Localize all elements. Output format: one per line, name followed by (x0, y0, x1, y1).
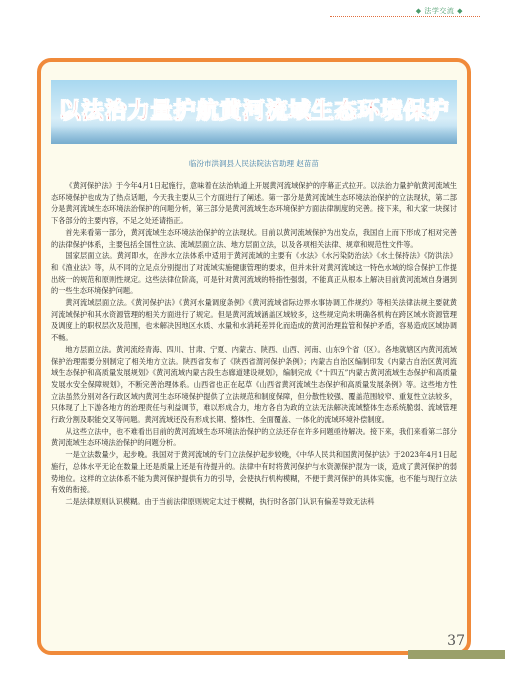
article-body (51, 180, 457, 508)
article-title: 以法治力量护航黄河流域生态环境保护 (58, 99, 450, 124)
article-frame (37, 58, 471, 655)
section-tag: ◆ 法学交流 ◆ (415, 7, 463, 15)
paragraph: 一是立法数量少，起步晚。我国对于黄河流域的专门立法保护起步较晚，《中华人民共和国黄河保护法》于2023年4月1日起施行，总体水平无论在数量上还是质量上还是有待提升的。法律中有时将黄河保护与水资源保护混为一谈，造成了黄河保护的弱势地位。这样的立法体系不能为黄河保护提供有力的引导，会使执行机构模糊，不便于黄河保护的具体实施，也不能与现行立法有效的衔接。 (51, 450, 457, 495)
header-divider (330, 16, 480, 18)
paragraph: 二是法律原则认识模糊。由于当前法律原则规定太过于模糊，执行时各部门认识有偏差导致无法科 (65, 496, 375, 506)
article-author: 临汾市洪洞县人民法院法官助理 赵苗苗 (189, 159, 319, 168)
paragraph: 从这些立法中，也不难看出目前的黄河流域生态环境法治保护的立法还存在许多问题亟待解决。接下来，我们来看第二部分黄河流域生态环境法治保护的问题分析。 (51, 426, 457, 448)
paragraph: 国家层面立法。黄河即水，在涉水立法体系中适用于黄河流域的主要有《水法》《水污染防治法》《水土保持法》《防洪法》和《渔业法》等，从不同的立足点分别提出了对流域实施健康管理的要求，但并未针对黄河流域这一特色水域的综合保护工作提出统一的规范和原则性规定。这些法律位阶高，可是针对黄河流域的特指性强弱，不能真正从根本上解决目前黄河流域自身遇到的一些生态环境保护问题。 (51, 251, 457, 296)
paragraph: 首先来看第一部分，黄河流域生态环境法治保护的立法现状。目前以黄河流域保护为出发点，我国自上而下形成了相对完善的法律保护体系，主要包括全国性立法、流域层面立法、地方层面立法，以及各项相关法律、规章和规范性文件等。 (51, 227, 457, 249)
paragraph: 黄河流域层面立法。《黄河保护法》《黄河水量调度条例》《黄河流域省际边界水事协调工作规约》等相关法律法规主要就黄河流域保护和其水资源管理的相关方面进行了规定。但是黄河流域涵盖区域较多，这些规定尚未明确各机构在跨区域水资源管理及调度上的职权层次及范围，也未解决因地区水质、水量和水消耗差异化而造成的黄河治理监管和保护矛盾，容易造成区域协调不畅。 (51, 298, 457, 343)
paragraph: 地方层面立法。黄河流经青海、四川、甘肃、宁夏、内蒙古、陕西、山西、河南、山东9个省（区）。各地就辖区内黄河流域保护治理需要分别制定了相关地方立法。陕西省发布了《陕西省渭河保护条例》；内蒙古自治区编制印发《内蒙古自治区黄河流域生态保护和高质量发展规划》《黄河流域内蒙古段生态廊道建设规划》，编制完成《“十四五”内蒙古黄河流域生态保护和高质量发展水安全保障规划》，不断完善治理体系。山西省也正在起草《山西省黄河流域生态保护和高质量发展条例》等。这些地方性立法虽然分别对各行政区域内黄河生态环境保护提供了立法规范和制度保障，但分散性较强、覆盖范围较窄、重复性立法较多，只体现了上下游各地方的治理责任与利益调节，难以形成合力，地方各自为政的立法无法解决流域整体生态系统脆弱、流域管理行政分割及职能交叉等问题。黄河流域还没有形成长期、整体性、全面覆盖、一体化的流域环境补偿制度。 (51, 344, 457, 425)
paragraph: 《黄河保护法》于今年4月1日起施行，意味着在法治轨道上开展黄河流域保护的序幕正式拉开。以法治力量护航黄河流域生态环境保护也成为了热点话题，今天我主要从三个方面进行了阐述。第一部分是黄河流域生态环境法治保护的立法现状，第二部分是黄河流域生态环境法治保护的问题分析，第三部分是黄河流域生态环境保护方面法律制度的完善。接下来，和大家一块探讨下各部分的主要内容，不足之处还请指正。 (51, 181, 457, 226)
footer-bar (408, 650, 505, 659)
title-banner (51, 80, 457, 144)
page-number: 37 (447, 633, 465, 649)
